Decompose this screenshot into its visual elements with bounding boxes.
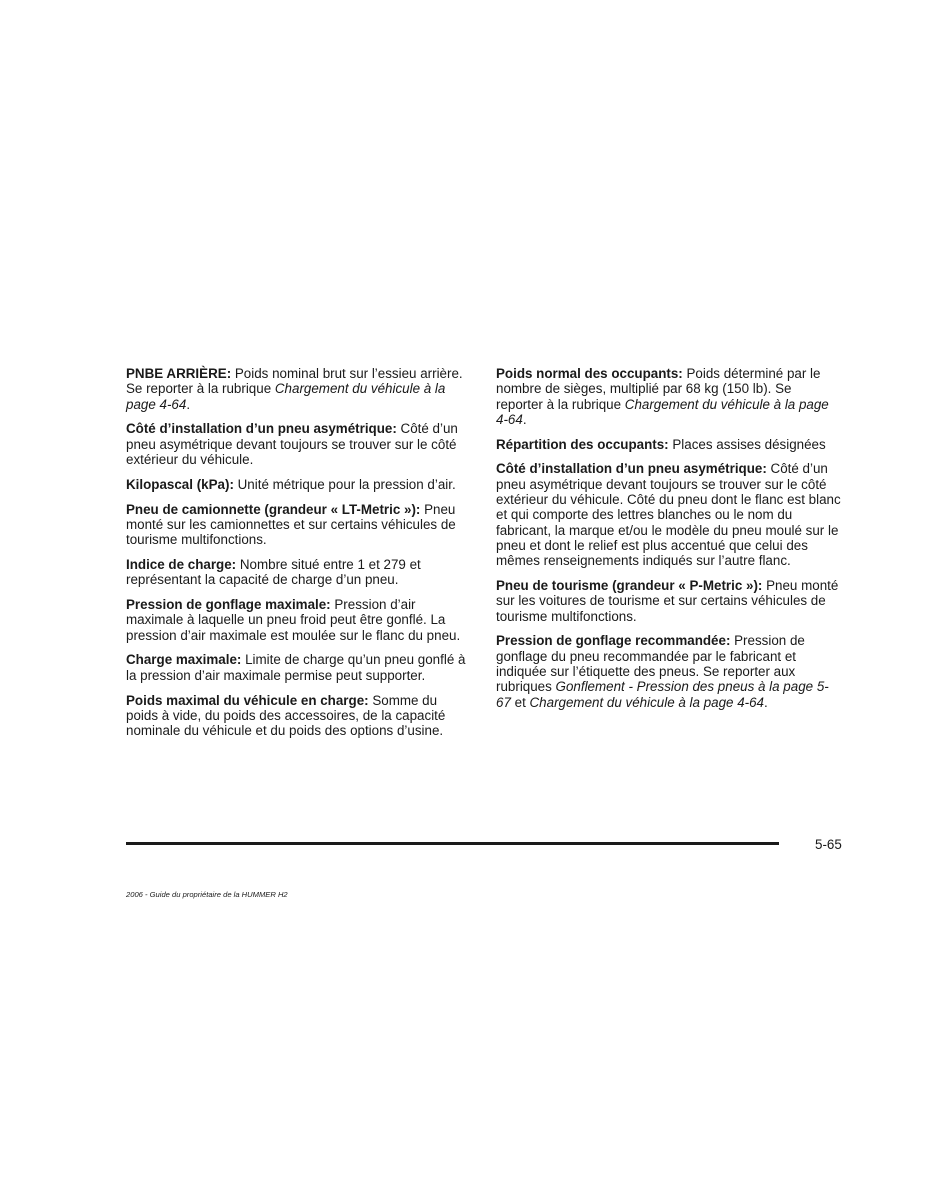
glossary-entry <box>126 557 472 588</box>
footer-text: 2006 - Guide du propriétaire de la HUMMER H2 <box>126 890 288 899</box>
definition-text: Pression d’air maximale à laquelle un pneu froid peut être gonflé. La pression d’air maximale est moulée sur le flanc du pneu. <box>126 597 461 643</box>
glossary-entry <box>496 578 842 624</box>
definition-text: Pression de gonflage du pneu recommandée par le fabricant et indiquée sur l’étiquette des pneus. Se reporter aux rubriques <box>496 633 805 695</box>
cross-reference: Gonflement - Pression des pneus à la page 5-67 <box>496 679 829 710</box>
glossary-term: PNBE ARRIÈRE: <box>126 366 232 381</box>
glossary-entry <box>496 633 842 709</box>
glossary-entry <box>496 366 842 427</box>
glossary-term: Poids normal des occupants: <box>496 366 683 381</box>
cross-reference: Chargement du véhicule à la page 4-64 <box>496 396 829 427</box>
glossary-entry <box>126 421 472 467</box>
glossary-entry <box>126 366 472 412</box>
definition-text: . <box>522 411 527 427</box>
glossary-term: Charge maximale: <box>126 652 242 668</box>
glossary-term: Pneu de camionnette (grandeur « LT-Metric »): <box>126 501 421 517</box>
glossary-term: Côté d’installation d’un pneu asymétrique: <box>126 421 397 437</box>
definition-text: Côté d’un pneu asymétrique devant toujours se trouver sur le côté extérieur du véhicule. Côté du pneu dont le flanc est blanc et qui comporte des lettres blanches ou le nom du fabricant, la marque et/ou le modèle du pneu moulé sur le pneu et dont le relief est plus accentué que celui des mêmes renseignements indiqués sur l’autre flanc. <box>496 461 841 569</box>
cross-reference: Chargement du véhicule à la page 4-64 <box>529 694 765 710</box>
cross-reference: Chargement du véhicule à la page 4-64 <box>126 381 446 412</box>
left-column <box>126 366 472 748</box>
glossary-term: Kilopascal (kPa): <box>126 476 234 492</box>
glossary-term: Répartition des occupants: <box>496 436 669 452</box>
glossary-entry <box>126 477 472 492</box>
definition-text: Pneu monté sur les voitures de tourisme et sur certains véhicules de tourisme multifonctions. <box>496 578 839 624</box>
definition-text: Somme du poids à vide, du poids des accessoires, de la capacité nominale du véhicule et du poids des options d’usine. <box>126 692 446 739</box>
glossary-entry <box>126 597 472 643</box>
definition-text: Limite de charge qu’un pneu gonflé à la pression d’air maximale permise peut supporter. <box>126 652 466 683</box>
glossary-entry <box>496 461 842 568</box>
definition-text: et <box>510 694 530 710</box>
glossary-entry <box>126 693 472 739</box>
definition-text: Poids déterminé par le nombre de sièges, multiplié par 68 kg (150 lb). Se reporter à la rubrique <box>496 366 821 412</box>
glossary-term: Pneu de tourisme (grandeur « P-Metric »): <box>496 578 763 594</box>
glossary-term: Côté d’installation d’un pneu asymétrique: <box>496 461 767 477</box>
definition-text: . <box>186 396 191 412</box>
glossary-entry <box>126 652 472 683</box>
page-number: 5-65 <box>815 837 842 852</box>
glossary-entry <box>496 437 842 452</box>
glossary-entry <box>126 502 472 548</box>
definition-text: Côté d’un pneu asymétrique devant toujours se trouver sur le côté extérieur du véhicule. <box>126 421 458 467</box>
definition-text: . <box>764 694 768 710</box>
definition-text: Unité métrique pour la pression d’air. <box>233 476 456 492</box>
definition-text: Places assises désignées <box>668 436 826 452</box>
footer-rule <box>126 842 779 845</box>
definition-text: Pneu monté sur les camionnettes et sur certains véhicules de tourisme multifonctions. <box>126 501 456 548</box>
glossary-term: Indice de charge: <box>126 556 237 572</box>
right-column <box>496 366 842 719</box>
definition-text: Poids nominal brut sur l’essieu arrière. Se reporter à la rubrique <box>126 366 463 397</box>
glossary-term: Pression de gonflage maximale: <box>126 597 331 613</box>
glossary-term: Poids maximal du véhicule en charge: <box>126 692 369 708</box>
glossary-term: Pression de gonflage recommandée: <box>496 633 731 649</box>
definition-text: Nombre situé entre 1 et 279 et représentant la capacité de charge d’un pneu. <box>126 556 421 588</box>
